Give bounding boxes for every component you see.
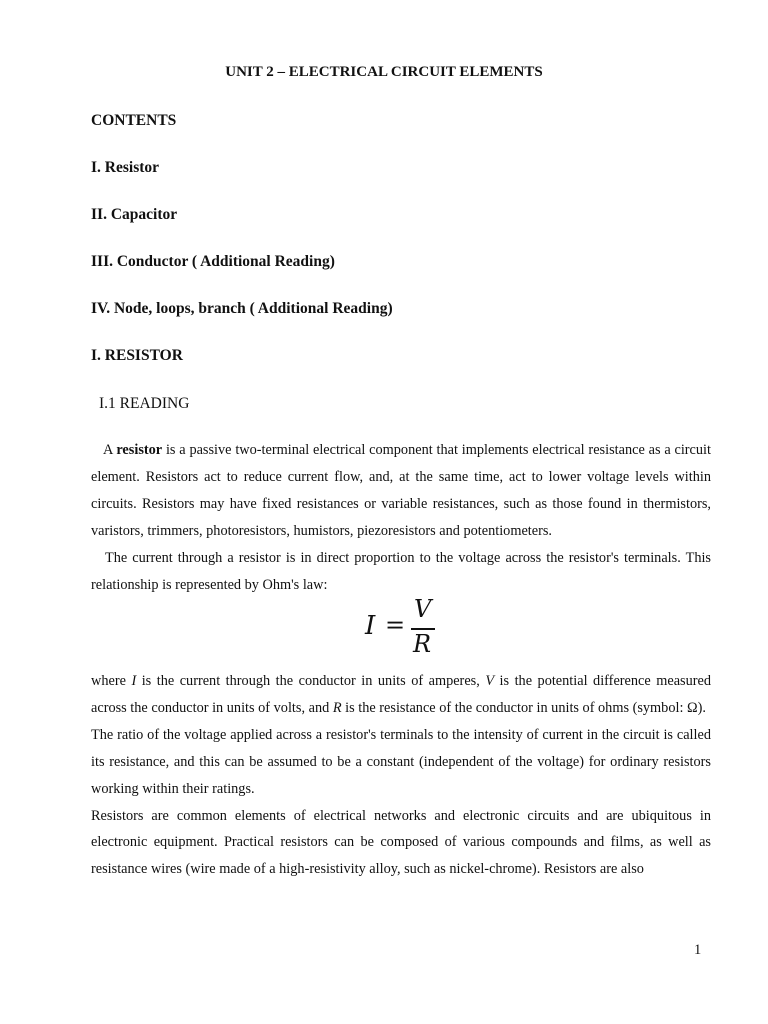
para1-rest: is a passive two-terminal electrical component that implements electrical resistance as a circuit element. Resistors act to reduce current flow, and, at the same time, act to lower voltage levels within circuits. Resistors may have fixed resistances or variable resistances, such as those found in thermistors, varistors, trimmers, photoresistors, humistors, piezoresistors and potentiometers. [91,442,711,539]
equation-numerator: V [414,595,432,623]
subsection-heading-reading: I.1 READING [99,395,190,412]
contents-item-resistor: I. Resistor [91,159,160,176]
section-heading-resistor: I. RESISTOR [91,347,183,364]
equation-equals: = [385,611,406,639]
para3-text-1: where [91,673,132,689]
equation-denominator: R [413,630,432,658]
body-text-block-2 [91,668,711,883]
paragraph-resistance-ratio: The ratio of the voltage applied across a resistor's terminals to the intensity of current in the circuit is called its resistance, and this can be assumed to be a constant (independent of the voltage) for ordinary resistors working within their ratings. [91,726,711,797]
unit-title: UNIT 2 – ELECTRICAL CIRCUIT ELEMENTS [225,64,543,80]
para3-text-2: is the current through the conductor in units of amperes, [136,673,486,689]
para3-text-3: is the potential difference measured across the conductor in units of volts, and [91,673,712,716]
var-r: R [332,699,342,716]
contents-heading: CONTENTS [91,112,177,129]
paragraph-resistor-usage: Resistors are common elements of electrical networks and electronic circuits and are ubiquitous in electronic equipment. Practical resistors can be composed of various compounds and films, as well as resistance wires (wire made of a high-resistivity alloy, such as nickel-chrome). Resistors are also [91,807,711,878]
paragraph-variable-definitions [91,668,711,722]
contents-item-node-loops-branch: IV. Node, loops, branch ( Additional Reading) [91,300,393,317]
paragraph-resistor-definition [91,437,711,545]
paragraph-ohms-law-intro: The current through a resistor is in direct proportion to the voltage across the resistor's terminals. This relationship is represented by Ohm's law: [91,549,711,593]
body-text-block-1 [91,437,711,598]
contents-item-conductor: III. Conductor ( Additional Reading) [91,253,335,270]
term-resistor: resistor [116,442,163,458]
contents-item-capacitor: II. Capacitor [91,206,178,223]
var-v: V [485,673,495,689]
para3-text-4: is the resistance of the conductor in units of ohms (symbol: Ω). [341,699,706,716]
para1-lead: A [103,442,117,458]
equation-lhs: I [365,611,376,641]
page-number: 1 [694,942,702,958]
var-i: I [131,673,137,689]
ohms-law-equation [365,597,445,661]
